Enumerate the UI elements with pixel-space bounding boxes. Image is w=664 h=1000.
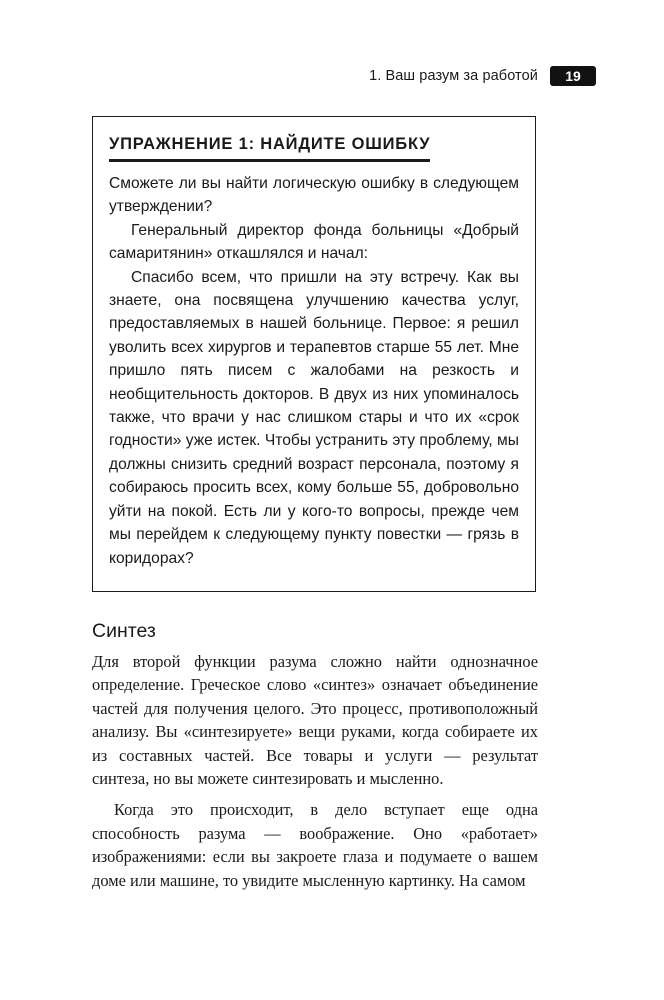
exercise-paragraph: Спасибо всем, что пришли на эту встречу. Как вы знаете, она посвящена улучшению качества услуг, предоставляемых в нашей больнице. Первое: я решил уволить всех хирургов и терапевтов старше 55 лет. Мне пришло пять писем с жалобами на резкость и необщительность докторов. В двух из них упоминалось также, что врачи у нас слишком стары и что их «срок годности» уже истек. Чтобы устранить эту проблему, мы должны снизить средний возраст персонала, поэтому я собираюсь просить всех, кому больше 55, добровольно уйти на покой. Есть ли у кого-то вопросы, прежде чем мы перейдем к следующему пункту повестки — грязь в коридорах?	[109, 268, 519, 567]
body-paragraph: Для второй функции разума сложно найти однозначное определение. Греческое слово «синтез» означает объединение частей для получения целого. Это процесс, противоположный анализу. Вы «синтезируете» вещи руками, когда собираете их из составных частей. Все товары и услуги — результат синтеза, но вы можете синтезировать и мысленно.	[92, 652, 538, 789]
exercise-box	[92, 116, 536, 592]
chapter-title: 1. Ваш разум за работой	[369, 68, 538, 84]
exercise-paragraph: Генеральный директор фонда больницы «Добрый самаритянин» откашлялся и начал:	[109, 221, 519, 263]
exercise-title: УПРАЖНЕНИЕ 1: НАЙДИТЕ ОШИБКУ	[109, 133, 430, 162]
section-heading: Синтез	[92, 620, 156, 642]
body-paragraph: Когда это происходит, в дело вступает еще одна способность разума — воображение. Оно «работает» изображениями: если вы закроете глаза и подумаете о вашем доме или машине, то увидите мысленную картинку. На самом	[92, 800, 538, 890]
body-text	[92, 650, 538, 892]
running-head	[369, 66, 596, 86]
exercise-paragraph: Сможете ли вы найти логическую ошибку в следующем утверждении?	[109, 175, 519, 216]
page-number-badge: 19	[550, 66, 596, 86]
